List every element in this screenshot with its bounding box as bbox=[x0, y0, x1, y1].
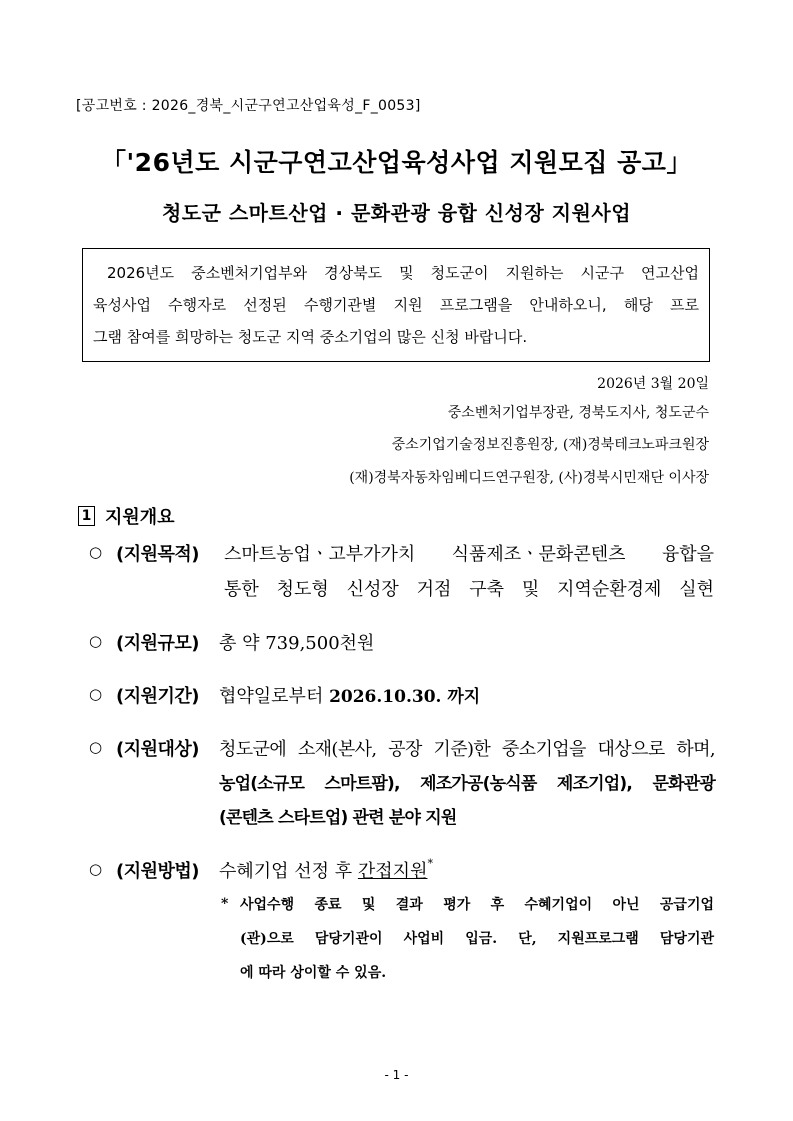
item-label-period: (지원기간) bbox=[116, 686, 200, 707]
bullet-icon: ○ bbox=[89, 738, 103, 756]
note-mark: * bbox=[221, 896, 229, 912]
section-title: 지원개요 bbox=[105, 507, 175, 528]
item-label-purpose: (지원목적) bbox=[116, 544, 200, 565]
intro-box bbox=[82, 248, 710, 362]
page-title: 「'26년도 시군구연고산업육성사업 지원모집 공고」 bbox=[101, 148, 692, 177]
item-target-line-2: 농업(소규모 스마트팜), 제조가공(농식품 제조기업), 문화관광 bbox=[219, 774, 715, 794]
note-line-3: 에 따라 상이할 수 있음. bbox=[240, 965, 387, 981]
notice-date: 2026년 3월 20일 bbox=[597, 376, 709, 392]
item-label-target: (지원대상) bbox=[116, 739, 200, 760]
item-target-line-1: 청도군에 소재(본사, 공장 기준)한 중소기업을 대상으로 하며, bbox=[219, 739, 715, 760]
intro-line-1: 2026년도 중소벤처기업부와 경상북도 및 청도군이 지원하는 시군구 연고산업 bbox=[107, 264, 699, 282]
note-line-2: (관)으로 담당기관이 사업비 입금. 단, 지원프로그램 담당기관 bbox=[240, 931, 714, 947]
note-line-1: 사업수행 종료 및 결과 평가 후 수혜기업이 아닌 공급기업 bbox=[240, 897, 714, 913]
bullet-icon: ○ bbox=[89, 632, 103, 650]
intro-line-2: 육성사업 수행자로 선정된 수행기관별 지원 프로그램을 안내하오니, 해당 프로 bbox=[93, 296, 699, 314]
item-method-underlined: 간접지원 bbox=[357, 861, 428, 882]
intro-line-3: 그램 참여를 희망하는 청도군 지역 중소기업의 많은 신청 바랍니다. bbox=[93, 328, 528, 346]
item-purpose-line-1: 스마트농업ㆍ고부가가치 식품제조ㆍ문화콘텐츠 융합을 bbox=[224, 544, 714, 565]
item-period-bold: 2026.10.30. 까지 bbox=[329, 687, 481, 707]
bullet-icon: ○ bbox=[89, 543, 103, 561]
item-label-scale: (지원규모) bbox=[116, 633, 200, 654]
page-number: - 1 - bbox=[384, 1068, 409, 1082]
issuer-line-3: (재)경북자동차임베디드연구원장, (사)경북시민재단 이사장 bbox=[349, 470, 709, 486]
bullet-icon: ○ bbox=[89, 685, 103, 703]
item-method-text bbox=[219, 857, 433, 883]
item-method-plain: 수혜기업 선정 후 bbox=[219, 861, 353, 882]
item-period-text bbox=[219, 682, 480, 708]
item-purpose-line-2: 통한 청도형 신성장 거점 구축 및 지역순환경제 실현 bbox=[224, 579, 714, 600]
notice-number: [공고번호 : 2026_경북_시군구연고산업육성_F_0053] bbox=[76, 98, 421, 114]
page-subtitle: 청도군 스마트산업 · 문화관광 융합 신성장 지원사업 bbox=[161, 201, 632, 225]
item-label-method: (지원방법) bbox=[116, 861, 200, 882]
item-period-plain: 협약일로부터 bbox=[219, 686, 324, 707]
issuer-line-2: 중소기업기술정보진흥원장, (재)경북테크노파크원장 bbox=[391, 437, 709, 453]
section-number: 1 bbox=[78, 506, 95, 526]
bullet-icon: ○ bbox=[89, 860, 103, 878]
issuer-line-1: 중소벤처기업부장관, 경북도지사, 청도군수 bbox=[447, 405, 709, 421]
item-target-line-3: (콘텐츠 스타트업) 관련 분야 지원 bbox=[219, 808, 457, 828]
item-method-asterisk: * bbox=[427, 857, 433, 870]
item-scale-text: 총 약 739,500천원 bbox=[219, 633, 375, 654]
